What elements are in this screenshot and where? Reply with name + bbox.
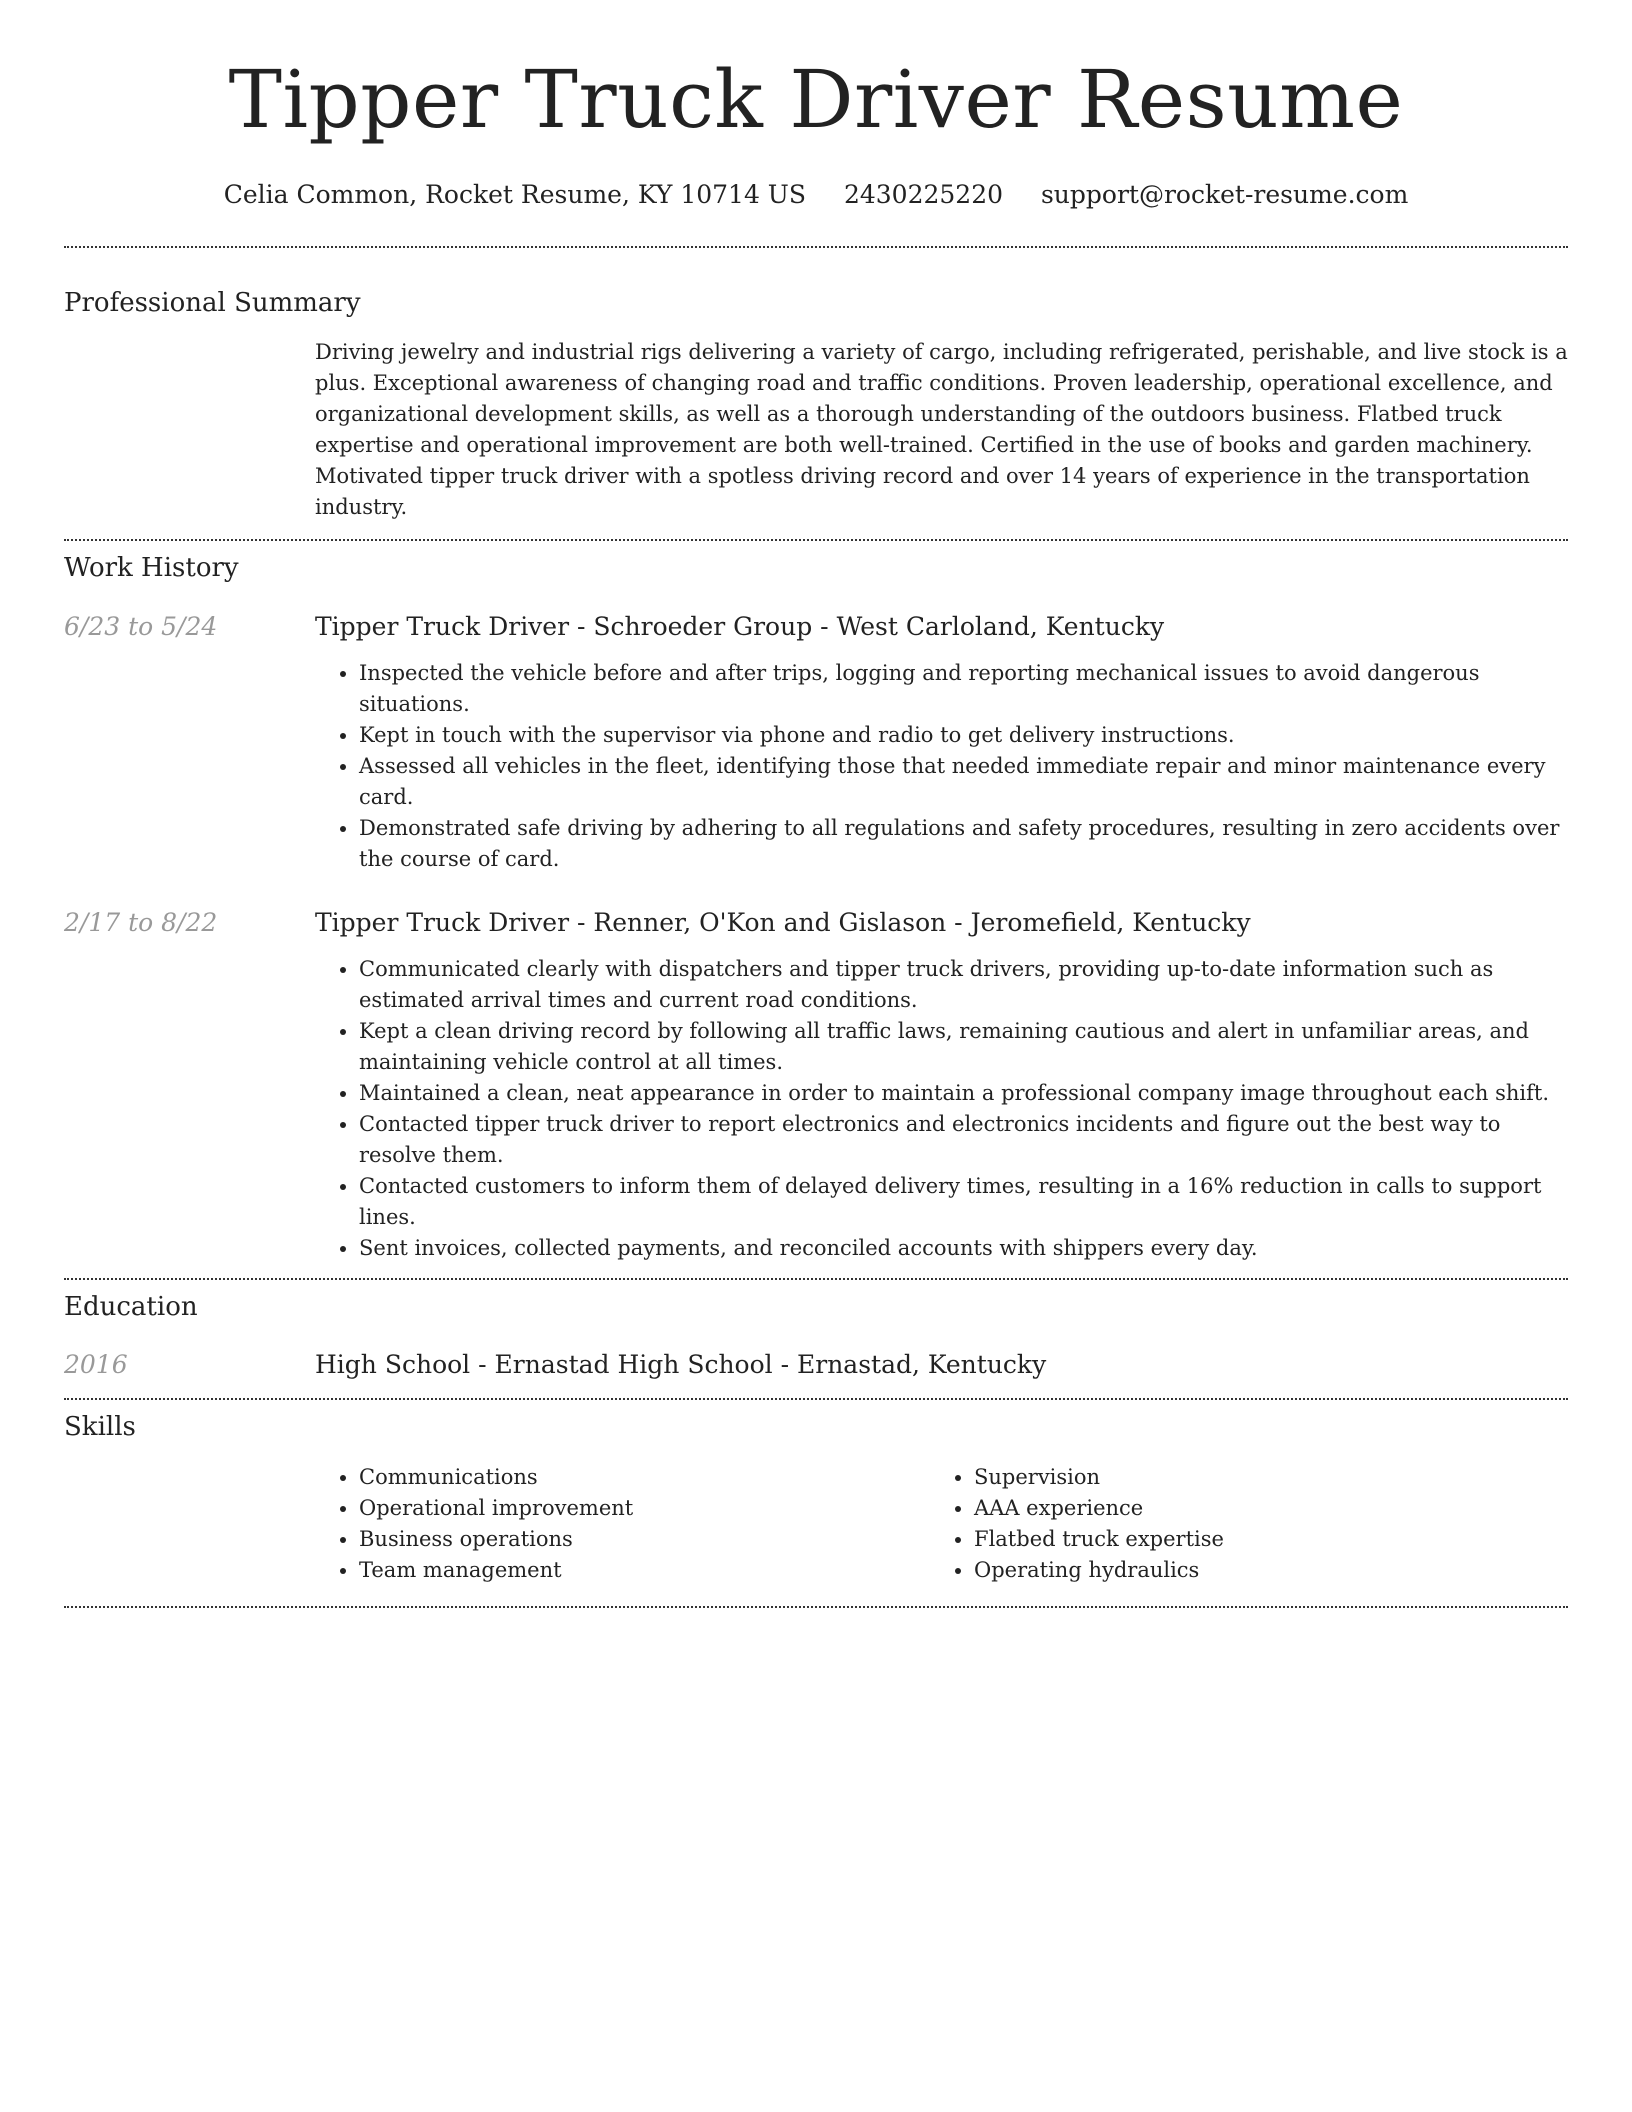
job-bullets [315,658,1568,875]
job-role: Tipper Truck Driver [315,612,570,641]
education-school: Ernastad High School [494,1350,773,1379]
summary-text: Driving jewelry and industrial rigs delivering a variety of cargo, including refrigerated, perishable, and live stock is a plus. Exceptional awareness of changing road and traffic conditions. Proven leadership, operational excellence, and organizational development skills, as well as a thorough understanding of the outdoors business. Flatbed truck expertise and operational improvement are both well-trained. Certified in the use of books and garden machinery. Motivated tipper truck driver with a spotless driving record and over 14 years of experience in the transportation industry. [315,340,1568,519]
separator: - [946,908,971,937]
skill-item: • Business operations [359,1524,930,1555]
skill-item: • Communications [359,1462,930,1493]
skill-item: • Flatbed truck expertise [974,1524,1545,1555]
skills-list-left [315,1462,930,1586]
job-entry [64,906,1568,1264]
job-bullets [315,954,1568,1264]
list-item: • Communicated clearly with dispatchers and tipper truck drivers, providing up-to-date information such as estimated arrival times and current road conditions. [359,954,1568,1016]
section-heading-work-history: Work History [64,553,239,583]
contact-email: support@rocket-resume.com [1040,180,1409,209]
resume-title: Tipper Truck Driver Resume [228,53,1404,146]
separator: - [569,612,594,641]
job-location: West Carloland, Kentucky [836,612,1165,641]
education-section [64,1280,1568,1382]
skill-item: • Supervision [974,1462,1545,1493]
list-item: • Maintained a clean, neat appearance in order to maintain a professional company image throughout each shift. [359,1078,1568,1109]
job-company: Schroeder Group [593,612,813,641]
divider [64,1606,1568,1608]
work-history-section [64,541,1568,1264]
skill-item: • Operational improvement [359,1493,930,1524]
job-dates: 6/23 to 5/24 [64,612,218,641]
section-heading-summary: Professional Summary [64,288,361,318]
contact-address: Celia Common, Rocket Resume, KY 10714 US [223,180,806,209]
separator: - [772,1350,797,1379]
job-dates: 2/17 to 8/22 [64,908,218,937]
education-heading [315,1348,1568,1382]
section-heading-skills: Skills [64,1412,136,1442]
job-heading [315,906,1568,940]
list-item: • Kept a clean driving record by following all traffic laws, remaining cautious and alert in unfamiliar areas, and maintaining vehicle control at all times. [359,1016,1568,1078]
skill-item: • Operating hydraulics [974,1555,1545,1586]
separator: - [470,1350,495,1379]
skill-item: • Team management [359,1555,930,1586]
list-item: • Contacted tipper truck driver to report electronics and electronics incidents and figure out the best way to resolve them. [359,1109,1568,1171]
education-entry [64,1348,1568,1382]
list-item: • Demonstrated safe driving by adhering to all regulations and safety procedures, resulting in zero accidents over the course of card. [359,813,1568,875]
job-heading [315,610,1568,644]
list-item: • Contacted customers to inform them of delayed delivery times, resulting in a 16% reduction in calls to support lines. [359,1171,1568,1233]
education-year: 2016 [64,1350,128,1379]
education-location: Ernastad, Kentucky [797,1350,1047,1379]
job-company: Renner, O'Kon and Gislason [593,908,947,937]
list-item: • Assessed all vehicles in the fleet, identifying those that needed immediate repair and minor maintenance every card. [359,751,1568,813]
separator: - [569,908,594,937]
job-entry [64,610,1568,875]
skills-section [64,1400,1568,1586]
section-heading-education: Education [64,1292,198,1322]
summary-section [64,248,1568,523]
list-item: • Kept in touch with the supervisor via phone and radio to get delivery instructions. [359,720,1568,751]
skill-item: • AAA experience [974,1493,1545,1524]
separator: - [812,612,837,641]
job-location: Jeromefield, Kentucky [970,908,1251,937]
education-degree: High School [315,1350,471,1379]
contact-phone: 2430225220 [843,180,1004,209]
skills-list-right [930,1462,1545,1586]
skills-grid [315,1462,1568,1586]
job-role: Tipper Truck Driver [315,908,570,937]
list-item: • Inspected the vehicle before and after trips, logging and reporting mechanical issues to avoid dangerous situations. [359,658,1568,720]
list-item: • Sent invoices, collected payments, and reconciled accounts with shippers every day. [359,1233,1568,1264]
contact-line [64,178,1568,212]
